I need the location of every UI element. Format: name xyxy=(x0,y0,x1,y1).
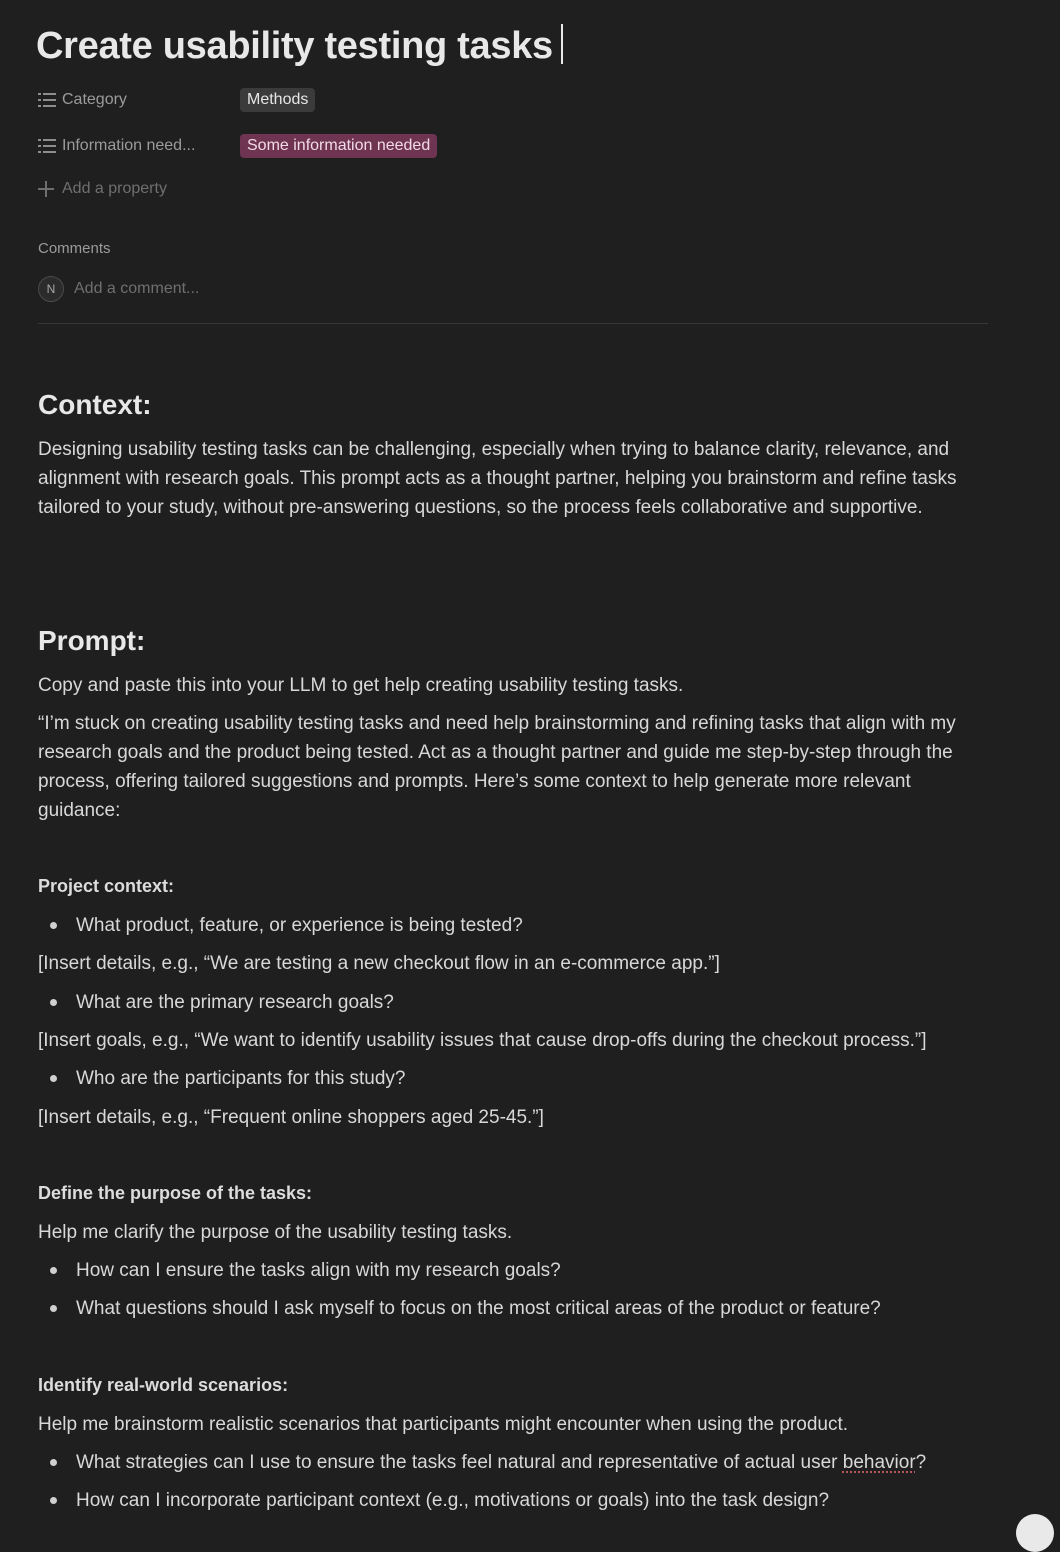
divider xyxy=(38,323,988,324)
property-label-text: Information need... xyxy=(62,137,196,154)
list-item-text-end: ? xyxy=(915,1452,927,1473)
prompt-heading: Prompt: xyxy=(38,625,146,656)
list-icon xyxy=(38,93,56,107)
list-item xyxy=(38,988,394,1017)
property-information-need[interactable] xyxy=(38,132,431,160)
misspelled-word[interactable]: behavior xyxy=(842,1452,916,1473)
bullet-dot xyxy=(50,1075,57,1082)
bullet-dot xyxy=(50,1497,57,1504)
bullet-dot xyxy=(50,922,57,929)
list-item-text: What product, feature, or experience is being tested? xyxy=(76,915,523,936)
list-item xyxy=(38,1448,926,1477)
list-item-text: How can I incorporate participant context (e.g., motivations or goals) into the task design? xyxy=(76,1490,830,1511)
bullet-dot xyxy=(50,1459,57,1466)
bullet-dot xyxy=(50,1267,57,1274)
list-item xyxy=(38,1294,881,1323)
page-title[interactable] xyxy=(36,24,563,68)
list-item xyxy=(38,1256,561,1285)
add-property-button[interactable] xyxy=(38,180,167,198)
purpose-heading: Define the purpose of the tasks: xyxy=(38,1183,313,1203)
insert-details-2: [Insert details, e.g., “Frequent online shoppers aged 25-45.”] xyxy=(38,1107,544,1128)
comment-composer[interactable] xyxy=(38,276,199,302)
insert-details-1: [Insert details, e.g., “We are testing a new checkout flow in an e-commerce app.”] xyxy=(38,953,720,974)
comment-input[interactable]: Add a comment... xyxy=(74,280,200,297)
property-label-information-need xyxy=(38,137,238,155)
list-item-text: Who are the participants for this study? xyxy=(76,1068,406,1089)
list-item xyxy=(38,911,523,940)
list-icon xyxy=(38,139,56,153)
prompt-intro: Copy and paste this into your LLM to get help creating usability testing tasks. xyxy=(38,675,684,696)
property-category[interactable] xyxy=(38,86,309,114)
scenarios-heading: Identify real-world scenarios: xyxy=(38,1375,289,1395)
list-item-text: What questions should I ask myself to focus on the most critical areas of the product or feature? xyxy=(76,1298,881,1319)
context-heading: Context: xyxy=(38,389,152,420)
list-item xyxy=(38,1064,406,1093)
category-tag[interactable]: Methods xyxy=(240,88,315,112)
avatar: N xyxy=(38,276,64,302)
property-label-category xyxy=(38,91,238,109)
purpose-intro: Help me clarify the purpose of the usability testing tasks. xyxy=(38,1222,513,1243)
insert-goals: [Insert goals, e.g., “We want to identify usability issues that cause drop-offs during the checkout process.”] xyxy=(38,1030,927,1051)
list-item-text xyxy=(76,1448,926,1477)
project-context-heading: Project context: xyxy=(38,876,175,896)
page-title-text: Create usability testing tasks xyxy=(36,25,553,67)
context-body: Designing usability testing tasks can be challenging, especially when trying to balance clarity, relevance, and alignment with research goals. This prompt acts as a thought partner, helping you brainstorm and refine tasks tailored to your study, without pre-answering questions, so the process feels collaborative and supportive. xyxy=(38,439,957,518)
list-item-text: How can I ensure the tasks align with my research goals? xyxy=(76,1260,561,1281)
text-caret xyxy=(561,24,563,64)
prompt-quote: “I’m stuck on creating usability testing tasks and need help brainstorming and refining tasks that align with my research goals and the product being tested. Act as a thought partner and guide me step-by-step through the process, offering tailored suggestions and prompts. Here’s some context to help generate more relevant guidance: xyxy=(38,713,956,821)
scenarios-intro: Help me brainstorm realistic scenarios that participants might encounter when using the product. xyxy=(38,1414,849,1435)
information-need-tag[interactable]: Some information needed xyxy=(240,134,437,158)
comments-title: Comments xyxy=(38,240,111,257)
add-property-label: Add a property xyxy=(62,180,167,197)
list-item-text: What are the primary research goals? xyxy=(76,992,394,1013)
list-item-text-start: What strategies can I use to ensure the tasks feel natural and representative of actual user xyxy=(76,1452,843,1473)
bullet-dot xyxy=(50,1305,57,1312)
property-label-text: Category xyxy=(62,91,127,108)
bullet-dot xyxy=(50,999,57,1006)
list-item xyxy=(38,1486,829,1515)
plus-icon xyxy=(38,181,54,197)
help-button[interactable] xyxy=(1016,1514,1054,1552)
